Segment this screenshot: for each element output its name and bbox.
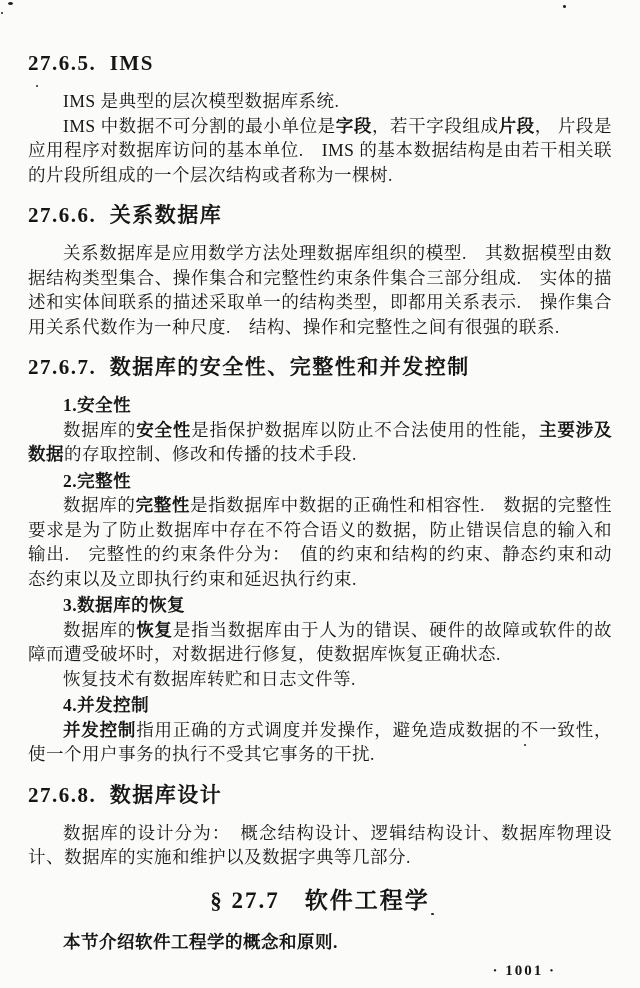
- text-run: 27.6.8. 数据库设计: [28, 782, 223, 807]
- scan-speck: [8, 2, 13, 5]
- scan-speck: [563, 5, 566, 8]
- bold-term: 片段: [498, 115, 535, 136]
- text-run: 关系数据库是应用数学方法处理数据库组织的模型. 其数据模型由数据结构类型集合、操作集合和完整性约束条件集合三部分组成. 实体的描述和实体间联系的描述采取单一的结构类型，即都用关系表示. 操作集合用关系代数作为一种尺度. 结构、操作和完整性之间有很强的联系.: [28, 243, 612, 337]
- para-security: [28, 418, 612, 467]
- text-run: 数据库的: [63, 495, 136, 515]
- text-run: 27.6.5. IMS: [28, 51, 154, 75]
- bold-term: 主要涉及数据: [28, 419, 613, 464]
- text-run: 1.安全性: [63, 395, 132, 415]
- page-number: · 1001 ·: [492, 963, 556, 979]
- list-item-recovery-title: [28, 593, 612, 618]
- text-run: 数据库的设计分为： 概念结构设计、逻辑结构设计、数据库物理设计、数据库的实施和维护以及数据字典等几部分.: [28, 822, 612, 867]
- text-run: 27.6.7. 数据库的安全性、完整性和并发控制: [28, 355, 470, 379]
- section-heading-27-6-7: [28, 354, 612, 380]
- list-item-concurrency-title: [28, 693, 612, 718]
- text-run: 是指保护数据库以防止不合法使用的性能，: [191, 419, 540, 440]
- section-heading-27-6-8: [28, 782, 612, 808]
- text-run: IMS 是典型的层次模型数据库系统.: [63, 91, 340, 111]
- list-item-integrity-title: [28, 469, 612, 494]
- para-concurrency: [28, 718, 612, 767]
- text-run: § 27.7 软件工程学: [210, 887, 430, 913]
- para-ims-intro: [28, 89, 612, 114]
- text-run: 是指数据库中数据的正确性和相容性. 数据的完整性要求是为了防止数据库中存在不符合语义的数据，防止错误信息的输入和输出. 完整性的约束条件分为： 值的约束和结构的约束、静态约束和动态约束以及立即执行约束和延迟执行约束.: [28, 495, 613, 589]
- section-heading-27-6-6: [28, 202, 612, 228]
- section-heading-27-6-5: [28, 50, 612, 76]
- para-software-eng-intro: [28, 930, 612, 955]
- scan-speck: [431, 913, 434, 915]
- text-run: 恢复技术有数据库转贮和日志文件等.: [63, 668, 356, 689]
- bold-term: 字段: [335, 115, 372, 136]
- scan-speck: [36, 85, 38, 87]
- text-run: 的存取控制、修改和传播的技术手段.: [64, 444, 357, 464]
- para-ims-structure: [28, 114, 612, 188]
- text-run: 2.完整性: [63, 470, 132, 491]
- scan-speck: [524, 744, 526, 746]
- text-run: 是指当数据库由于人为的错误、硬件的故障或软件的故障而遭受破坏时，对数据进行修复，使数据库恢复正确状态.: [28, 619, 613, 664]
- list-item-security-title: [28, 393, 612, 418]
- text-run: 指用正确的方式调度并发操作，避免造成数据的不一致性，使一个用户事务的执行不受其它事务的干扰.: [28, 719, 613, 764]
- text-run: 3.数据库的恢复: [63, 595, 186, 615]
- bold-term: 完整性: [135, 495, 190, 515]
- scan-speck: [1, 12, 3, 14]
- text-run: ，若干字段组成: [371, 115, 499, 136]
- text-run: 数据库的: [63, 619, 137, 640]
- para-recovery: [28, 618, 612, 667]
- chapter-heading-27-7: [28, 886, 612, 916]
- text-run: 27.6.6. 关系数据库: [28, 203, 223, 227]
- para-recovery-tech: [28, 667, 612, 692]
- bold-term: 本节介绍软件工程学的概念和原则.: [63, 931, 338, 952]
- bold-term: 恢复: [136, 619, 173, 640]
- text-run: IMS 中数据不可分割的最小单位是: [63, 115, 336, 136]
- text-run: 数据库的: [63, 419, 137, 440]
- para-db-design: [28, 821, 612, 870]
- para-integrity: [28, 493, 612, 591]
- bold-term: 并发控制: [63, 719, 137, 740]
- para-relational-db: [28, 241, 612, 339]
- text-run: ， 片段是应用程序对数据库访问的基本单位. IMS 的基本数据结构是由若干相关联的片段所组成的一个层次结构或者称为一棵树.: [28, 115, 613, 185]
- bold-term: 安全性: [136, 419, 192, 440]
- text-run: 4.并发控制: [63, 695, 150, 715]
